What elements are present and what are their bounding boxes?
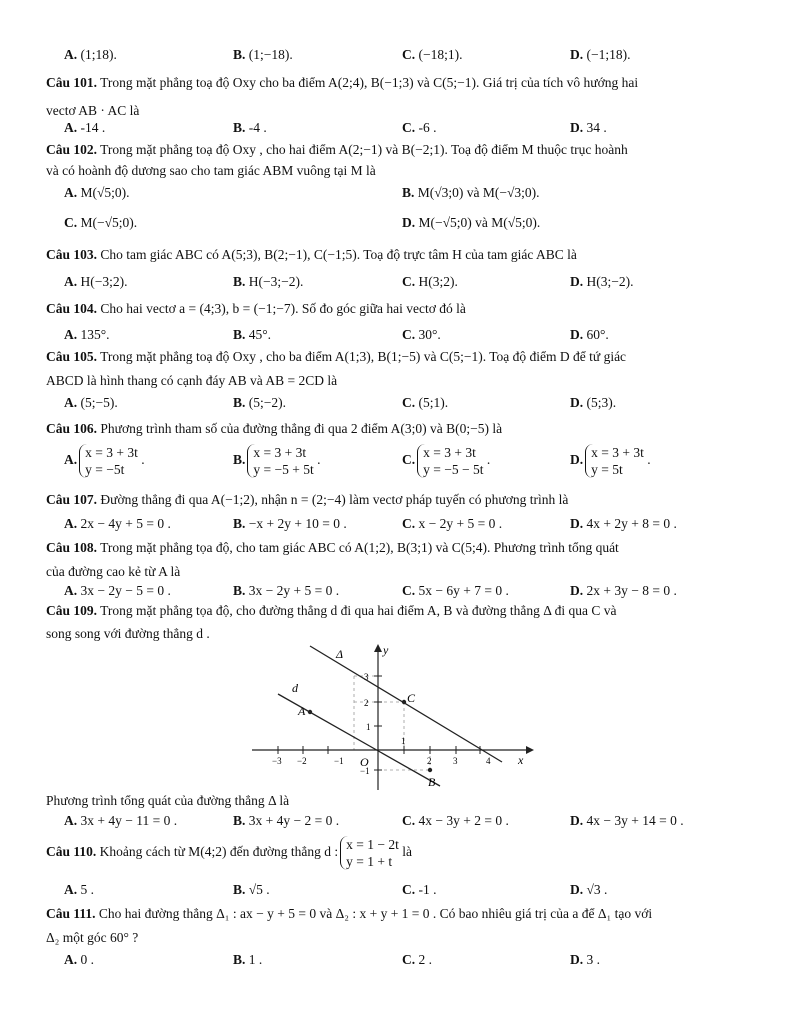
q101-option-d: D. 34 . [570,120,607,135]
q108-stem-cont: của đường cao kẻ từ A là [46,564,181,579]
label-b: B [428,775,436,789]
q101-stem-cont: vectơ AB · AC là [46,103,140,118]
label-o: O [360,755,369,769]
q100-option-c: C. (−18;1). [402,47,463,62]
q105-option-d: D. (5;3). [570,395,617,410]
q106-option-c: C. x = 3 + 3t y = −5 − 5t . [402,445,491,477]
q102-option-c: C. M(−√5;0). [64,215,138,230]
q103-option-c: C. H(3;2). [402,274,458,289]
q105-stem-cont: ABCD là hình thang có cạnh đáy AB và AB = 2CD là [46,373,338,388]
q103-option-b: B. H(−3;−2). [233,274,304,289]
q102-option-b: B. M(√3;0) và M(−√3;0). [402,185,540,200]
q110-option-b: B. √5 . [233,882,270,897]
q100-option-b: B. (1;−18). [233,47,293,62]
q105-option-b: B. (5;−2). [233,395,286,410]
q110-stem: Câu 110. Khoảng cách từ M(4;2) đến đường thẳng d : x = 1 − 2t y = 1 + t là [46,837,412,869]
q108-option-d: D. 2x + 3y − 8 = 0 . [570,583,677,598]
q102-option-a: A. M(√5;0). [64,185,130,200]
q106-option-a: A. x = 3 + 3t y = −5t . [64,445,145,477]
q105-option-a: A. (5;−5). [64,395,118,410]
q105-option-c: C. (5;1). [402,395,449,410]
q108-stem: Câu 108. Trong mặt phẳng tọa độ, cho tam giác ABC có A(1;2), B(3;1) và C(5;4). Phương trình tổng quát [46,540,619,555]
q106-option-b: B. x = 3 + 3t y = −5 + 5t . [233,445,321,477]
label-d: d [292,681,298,695]
y-tick-label: −1 [360,766,370,776]
point-b [428,768,432,772]
label-c: C [407,691,416,705]
q104-option-d: D. 60°. [570,327,609,342]
label-a: A [298,704,306,718]
q109-after: Phương trình tổng quát của đường thẳng Δ là [46,793,290,808]
y-axis-arrow [374,644,382,652]
q107-option-d: D. 4x + 2y + 8 = 0 . [570,516,677,531]
y-tick-label: 1 [366,722,371,732]
q102-stem-cont: và có hoành độ dương sao cho tam giác ABM vuông tại M là [46,163,376,178]
q101-option-c: C. -6 . [402,120,437,135]
q111-option-a: A. 0 . [64,952,94,967]
q110-option-a: A. 5 . [64,882,94,897]
point-c [402,700,406,704]
q103-option-a: A. H(−3;2). [64,274,128,289]
point-a [308,710,312,714]
q109-stem: Câu 109. Trong mặt phẳng tọa độ, cho đường thẳng d đi qua hai điểm A, B và đường thẳng Δ đi qua C và [46,603,617,618]
x-tick-label: −3 [272,756,282,766]
q102-option-d: D. M(−√5;0) và M(√5;0). [402,215,541,230]
q100-option-a: A. (1;18). [64,47,117,62]
x-tick-label: 3 [453,756,458,766]
q101-stem: Câu 101. Trong mặt phẳng toạ độ Oxy cho ba điểm A(2;4), B(−1;3) và C(5;−1). Giá trị của tích vô hướng hai [46,75,639,90]
label-y: y [383,643,389,657]
q109-option-b: B. 3x + 4y − 2 = 0 . [233,813,340,828]
q103-stem: Câu 103. Cho tam giác ABC có A(5;3), B(2;−1), C(−1;5). Toạ độ trực tâm H của tam giác ABC là [46,247,577,262]
x-axis-arrow [526,746,534,754]
x-tick-label: 4 [486,756,491,766]
q107-option-a: A. 2x − 4y + 5 = 0 . [64,516,171,531]
x-tick-label: −2 [297,756,307,766]
q111-option-d: D. 3 . [570,952,600,967]
q109-option-d: D. 4x − 3y + 14 = 0 . [570,813,684,828]
line-delta [310,646,502,762]
q109-option-c: C. 4x − 3y + 2 = 0 . [402,813,509,828]
q107-stem: Câu 107. Đường thẳng đi qua A(−1;2), nhận n = (2;−4) làm vectơ pháp tuyến có phương trình là [46,492,569,507]
y-tick-label: 2 [364,698,369,708]
q101-option-b: B. -4 . [233,120,267,135]
q102-stem: Câu 102. Trong mặt phẳng toạ độ Oxy , cho hai điểm A(2;−1) và B(−2;1). Toạ độ điểm M thuộc trục hoành [46,142,628,157]
q104-stem: Câu 104. Cho hai vectơ a = (4;3), b = (−1;−7). Số đo góc giữa hai vectơ đó là [46,301,466,316]
q111-stem: Câu 111. Cho hai đường thẳng Δ₁ : ax − y + 5 = 0 và Δ₂ : x + y + 1 = 0 . Có bao nhiêu giá trị của a để Δ₁ tạo với [46,906,653,921]
q104-option-c: C. 30°. [402,327,441,342]
x-tick-label: −1 [334,756,344,766]
q100-option-d: D. (−1;18). [570,47,631,62]
q105-stem: Câu 105. Trong mặt phẳng toạ độ Oxy , cho ba điểm A(1;3), B(1;−5) và C(5;−1). Toạ độ điểm D để tứ giác [46,349,627,364]
label-x: x [518,753,524,767]
q110-option-d: D. √3 . [570,882,608,897]
y-tick-label: 3 [364,672,369,682]
q110-option-c: C. -1 . [402,882,437,897]
label-delta: Δ [336,647,344,661]
q108-option-c: C. 5x − 6y + 7 = 0 . [402,583,509,598]
q107-option-b: B. −x + 2y + 10 = 0 . [233,516,347,531]
x-tick-label: 1 [401,736,406,746]
q111-stem-cont: Δ₂ một góc 60° ? [46,930,139,945]
q106-option-d: D. x = 3 + 3t y = 5t . [570,445,651,477]
q109-option-a: A. 3x + 4y − 11 = 0 . [64,813,178,828]
q108-option-a: A. 3x − 2y − 5 = 0 . [64,583,171,598]
q101-option-a: A. -14 . [64,120,106,135]
x-tick-label: 2 [427,756,432,766]
q111-option-b: B. 1 . [233,952,263,967]
q109-stem-cont: song song với đường thẳng d . [46,626,210,641]
q108-option-b: B. 3x − 2y + 5 = 0 . [233,583,340,598]
q103-option-d: D. H(3;−2). [570,274,634,289]
q104-option-b: B. 45°. [233,327,272,342]
q107-option-c: C. x − 2y + 5 = 0 . [402,516,503,531]
q109-graph [250,640,540,792]
q111-option-c: C. 2 . [402,952,432,967]
q106-stem: Câu 106. Phương trình tham số của đường thẳng đi qua 2 điểm A(3;0) và B(0;−5) là [46,421,503,436]
q104-option-a: A. 135°. [64,327,110,342]
